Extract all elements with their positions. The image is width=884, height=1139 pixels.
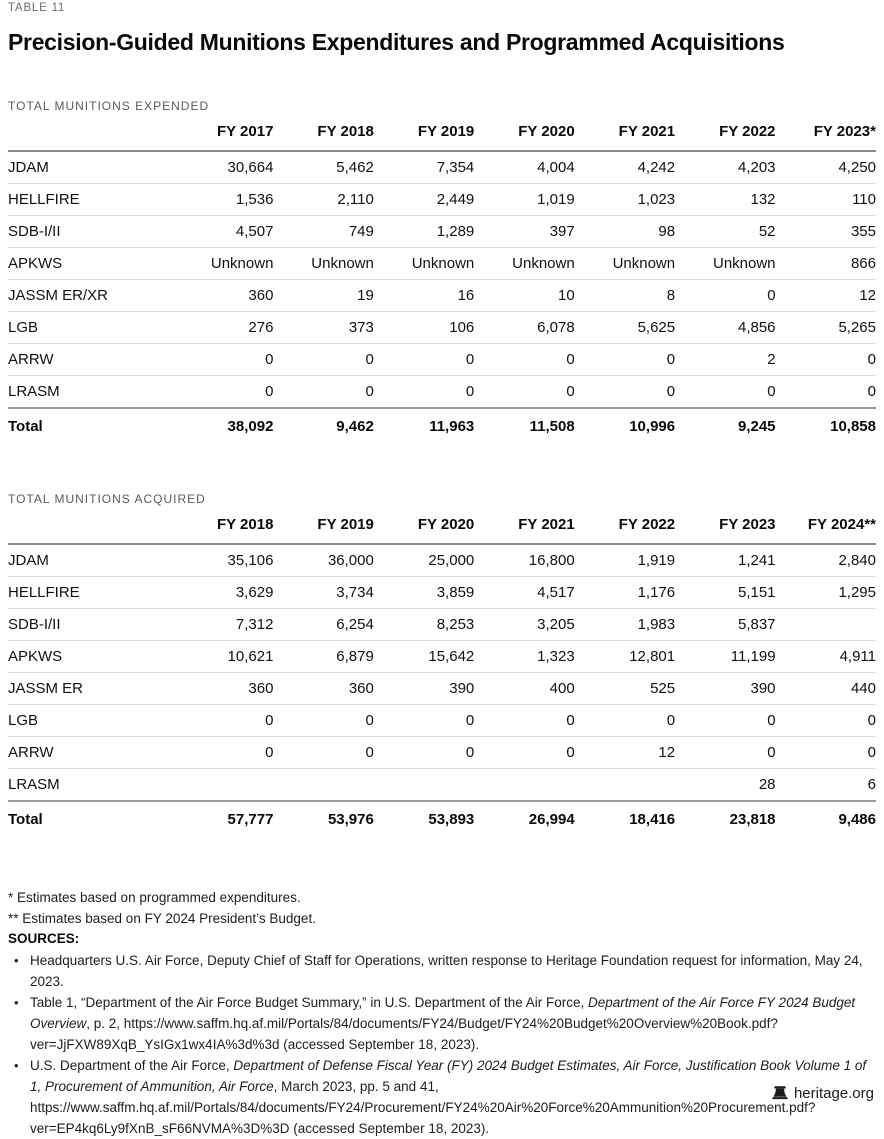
table-tag: TABLE 11 — [8, 2, 66, 14]
cell: 25,000 — [374, 544, 474, 577]
total-row — [8, 801, 876, 838]
source-text: , March 2023, pp. 5 and 41, https://www.saffm.hq.af.mil/Portals/84/documents/FY24/Procurement/FY24%20Air%20Force%20Ammunition%20Procurement.pdf?ver=EP4kq6Ly9fXnB_sF66NVMA%3D%3D (accessed September 18, 2023). — [30, 1078, 816, 1136]
row-label: LGB — [8, 705, 173, 737]
table-row — [8, 376, 876, 409]
cell: 11,199 — [675, 641, 775, 673]
row-label: ARRW — [8, 737, 173, 769]
source-title-italic: Department of the Air Force FY 2024 Budget Overview — [30, 994, 856, 1031]
table-row — [8, 577, 876, 609]
cell: 4,856 — [675, 312, 775, 344]
cell: 28 — [675, 769, 775, 802]
heritage-bell-icon — [772, 1086, 788, 1101]
cell: 390 — [675, 673, 775, 705]
cell: 1,323 — [474, 641, 574, 673]
cell: 1,023 — [575, 184, 675, 216]
total-cell: 38,092 — [173, 408, 273, 445]
row-label: JASSM ER — [8, 673, 173, 705]
row-label: HELLFIRE — [8, 577, 173, 609]
cell: 0 — [776, 344, 876, 376]
cell: 1,241 — [675, 544, 775, 577]
source-text: U.S. Department of the Air Force, — [30, 1057, 234, 1073]
table-row — [8, 151, 876, 184]
column-header: FY 2019 — [273, 512, 373, 544]
table-row — [8, 312, 876, 344]
cell: 0 — [374, 376, 474, 409]
total-cell: 9,486 — [776, 801, 876, 838]
document-header — [8, 2, 876, 55]
cell: 0 — [776, 705, 876, 737]
cell: 30,664 — [173, 151, 273, 184]
source-title-italic: Department of Defense Fiscal Year (FY) 2024 Budget Estimates, Air Force, Justification Book Volume 1 of 1, Procurement of Ammunition, Air Force — [30, 1057, 867, 1094]
cell: Unknown — [575, 248, 675, 280]
table-row — [8, 184, 876, 216]
cell: 7,312 — [173, 609, 273, 641]
table-row — [8, 705, 876, 737]
cell: 6,078 — [474, 312, 574, 344]
total-cell: 53,893 — [374, 801, 474, 838]
total-label: Total — [8, 801, 173, 838]
column-header: FY 2019 — [374, 119, 474, 151]
source-text: Table 1, “Department of the Air Force Budget Summary,” in U.S. Department of the Air Force, — [30, 994, 588, 1010]
cell — [374, 769, 474, 802]
cell: 132 — [675, 184, 775, 216]
total-cell: 57,777 — [173, 801, 273, 838]
cell: 19 — [273, 280, 373, 312]
total-row — [8, 408, 876, 445]
cell: 12,801 — [575, 641, 675, 673]
cell: 1,289 — [374, 216, 474, 248]
page-footer — [772, 1085, 874, 1102]
cell: 0 — [474, 737, 574, 769]
cell: 4,517 — [474, 577, 574, 609]
total-cell: 26,994 — [474, 801, 574, 838]
cell: 12 — [776, 280, 876, 312]
section-munitions-acquired — [8, 492, 876, 838]
column-header: FY 2020 — [374, 512, 474, 544]
cell: 4,004 — [474, 151, 574, 184]
table-row — [8, 769, 876, 802]
total-cell: 10,996 — [575, 408, 675, 445]
cell: 0 — [173, 705, 273, 737]
cell: 397 — [474, 216, 574, 248]
table-row — [8, 248, 876, 280]
cell: 1,295 — [776, 577, 876, 609]
total-cell: 9,462 — [273, 408, 373, 445]
cell: 4,242 — [575, 151, 675, 184]
cell: 10 — [474, 280, 574, 312]
table-row — [8, 280, 876, 312]
cell: 360 — [173, 673, 273, 705]
section-munitions-expended — [8, 99, 876, 445]
cell: 106 — [374, 312, 474, 344]
cell: 0 — [374, 344, 474, 376]
table-row — [8, 344, 876, 376]
cell: 0 — [675, 280, 775, 312]
source-item — [8, 1055, 876, 1139]
total-label: Total — [8, 408, 173, 445]
cell: 0 — [173, 344, 273, 376]
header-row — [8, 119, 876, 151]
cell — [173, 769, 273, 802]
cell: 10,621 — [173, 641, 273, 673]
cell: 276 — [173, 312, 273, 344]
cell: 749 — [273, 216, 373, 248]
cell: 0 — [575, 344, 675, 376]
cell — [273, 769, 373, 802]
row-label: LGB — [8, 312, 173, 344]
row-label: JDAM — [8, 151, 173, 184]
cell: 16,800 — [474, 544, 574, 577]
column-header: FY 2018 — [173, 512, 273, 544]
source-text: Headquarters U.S. Air Force, Deputy Chief of Staff for Operations, written response to Heritage Foundation request for information, May 24, 2023. — [30, 952, 863, 989]
cell: 36,000 — [273, 544, 373, 577]
cell: 0 — [273, 705, 373, 737]
cell: 400 — [474, 673, 574, 705]
munitions-acquired-table — [8, 512, 876, 838]
cell: 0 — [173, 376, 273, 409]
cell: 0 — [173, 737, 273, 769]
cell: 6,254 — [273, 609, 373, 641]
cell: 5,625 — [575, 312, 675, 344]
column-header: FY 2021 — [575, 119, 675, 151]
column-header: FY 2022 — [575, 512, 675, 544]
cell: 4,203 — [675, 151, 775, 184]
table-row — [8, 673, 876, 705]
cell: Unknown — [374, 248, 474, 280]
cell: Unknown — [675, 248, 775, 280]
cell: 3,205 — [474, 609, 574, 641]
table-row — [8, 641, 876, 673]
column-header: FY 2021 — [474, 512, 574, 544]
cell: 5,462 — [273, 151, 373, 184]
row-label: APKWS — [8, 641, 173, 673]
cell: 0 — [575, 376, 675, 409]
column-header: FY 2024** — [776, 512, 876, 544]
cell: 3,734 — [273, 577, 373, 609]
cell: Unknown — [474, 248, 574, 280]
cell: 390 — [374, 673, 474, 705]
brand-text: heritage.org — [793, 1085, 874, 1102]
total-cell: 9,245 — [675, 408, 775, 445]
cell: 2,840 — [776, 544, 876, 577]
cell: 7,354 — [374, 151, 474, 184]
footnote-estimate-budget: ** Estimates based on FY 2024 President’s Budget. — [8, 910, 316, 926]
section-label-expended: TOTAL MUNITIONS EXPENDED — [8, 99, 210, 114]
cell: 4,250 — [776, 151, 876, 184]
footnotes — [8, 888, 876, 1139]
cell: 360 — [273, 673, 373, 705]
cell: 0 — [374, 737, 474, 769]
total-cell: 23,818 — [675, 801, 775, 838]
row-label-header — [8, 512, 173, 544]
cell — [474, 769, 574, 802]
cell: 15,642 — [374, 641, 474, 673]
cell: 0 — [374, 705, 474, 737]
cell: 373 — [273, 312, 373, 344]
total-cell: 11,508 — [474, 408, 574, 445]
cell: Unknown — [173, 248, 273, 280]
cell: 0 — [675, 376, 775, 409]
row-label: LRASM — [8, 376, 173, 409]
cell: 8 — [575, 280, 675, 312]
row-label: LRASM — [8, 769, 173, 802]
table-row — [8, 544, 876, 577]
column-header: FY 2018 — [273, 119, 373, 151]
cell: 440 — [776, 673, 876, 705]
cell: 110 — [776, 184, 876, 216]
table-row — [8, 609, 876, 641]
cell: 4,507 — [173, 216, 273, 248]
header-row — [8, 512, 876, 544]
cell: 8,253 — [374, 609, 474, 641]
cell: 0 — [273, 376, 373, 409]
cell: 6,879 — [273, 641, 373, 673]
cell: 3,629 — [173, 577, 273, 609]
sources-heading: SOURCES: — [8, 931, 80, 947]
cell: 355 — [776, 216, 876, 248]
cell: 35,106 — [173, 544, 273, 577]
cell: 0 — [273, 344, 373, 376]
cell: 0 — [776, 737, 876, 769]
total-cell: 11,963 — [374, 408, 474, 445]
column-header: FY 2017 — [173, 119, 273, 151]
cell: Unknown — [273, 248, 373, 280]
munitions-expended-table — [8, 119, 876, 445]
cell: 1,919 — [575, 544, 675, 577]
row-label: SDB-I/II — [8, 609, 173, 641]
cell: 0 — [575, 705, 675, 737]
column-header: FY 2022 — [675, 119, 775, 151]
cell: 98 — [575, 216, 675, 248]
cell: 0 — [474, 376, 574, 409]
cell: 6 — [776, 769, 876, 802]
cell: 0 — [776, 376, 876, 409]
row-label-header — [8, 119, 173, 151]
row-label: APKWS — [8, 248, 173, 280]
table-row — [8, 216, 876, 248]
cell — [575, 769, 675, 802]
cell: 0 — [474, 344, 574, 376]
source-text: , p. 2, https://www.saffm.hq.af.mil/Portals/84/documents/FY24/Budget/FY24%20Budget%20Overview%20Book.pdf?ver=JjFXW89XqB_YsIGx1wx4IA%3d%3d (accessed September 18, 2023). — [30, 1015, 778, 1052]
column-header: FY 2023 — [675, 512, 775, 544]
cell: 5,265 — [776, 312, 876, 344]
cell: 0 — [675, 737, 775, 769]
cell: 360 — [173, 280, 273, 312]
cell: 52 — [675, 216, 775, 248]
cell: 5,837 — [675, 609, 775, 641]
cell: 2 — [675, 344, 775, 376]
cell: 5,151 — [675, 577, 775, 609]
cell: 3,859 — [374, 577, 474, 609]
total-cell: 18,416 — [575, 801, 675, 838]
footnote-estimate-expenditures: * Estimates based on programmed expenditures. — [8, 890, 301, 906]
cell: 1,176 — [575, 577, 675, 609]
cell: 525 — [575, 673, 675, 705]
cell: 0 — [675, 705, 775, 737]
column-header: FY 2020 — [474, 119, 574, 151]
total-cell: 53,976 — [273, 801, 373, 838]
cell: 0 — [273, 737, 373, 769]
cell — [776, 609, 876, 641]
total-cell: 10,858 — [776, 408, 876, 445]
row-label: JASSM ER/XR — [8, 280, 173, 312]
cell: 2,110 — [273, 184, 373, 216]
row-label: JDAM — [8, 544, 173, 577]
sources-list — [8, 950, 876, 1139]
cell: 12 — [575, 737, 675, 769]
cell: 1,019 — [474, 184, 574, 216]
row-label: SDB-I/II — [8, 216, 173, 248]
table-row — [8, 737, 876, 769]
cell: 16 — [374, 280, 474, 312]
cell: 2,449 — [374, 184, 474, 216]
cell: 4,911 — [776, 641, 876, 673]
source-item — [8, 992, 876, 1055]
cell: 1,536 — [173, 184, 273, 216]
source-item — [8, 950, 876, 992]
row-label: HELLFIRE — [8, 184, 173, 216]
cell: 0 — [474, 705, 574, 737]
section-label-acquired: TOTAL MUNITIONS ACQUIRED — [8, 492, 206, 507]
column-header: FY 2023* — [776, 119, 876, 151]
cell: 1,983 — [575, 609, 675, 641]
cell: 866 — [776, 248, 876, 280]
row-label: ARRW — [8, 344, 173, 376]
page-title: Precision-Guided Munitions Expenditures and Programmed Acquisitions — [8, 29, 785, 55]
